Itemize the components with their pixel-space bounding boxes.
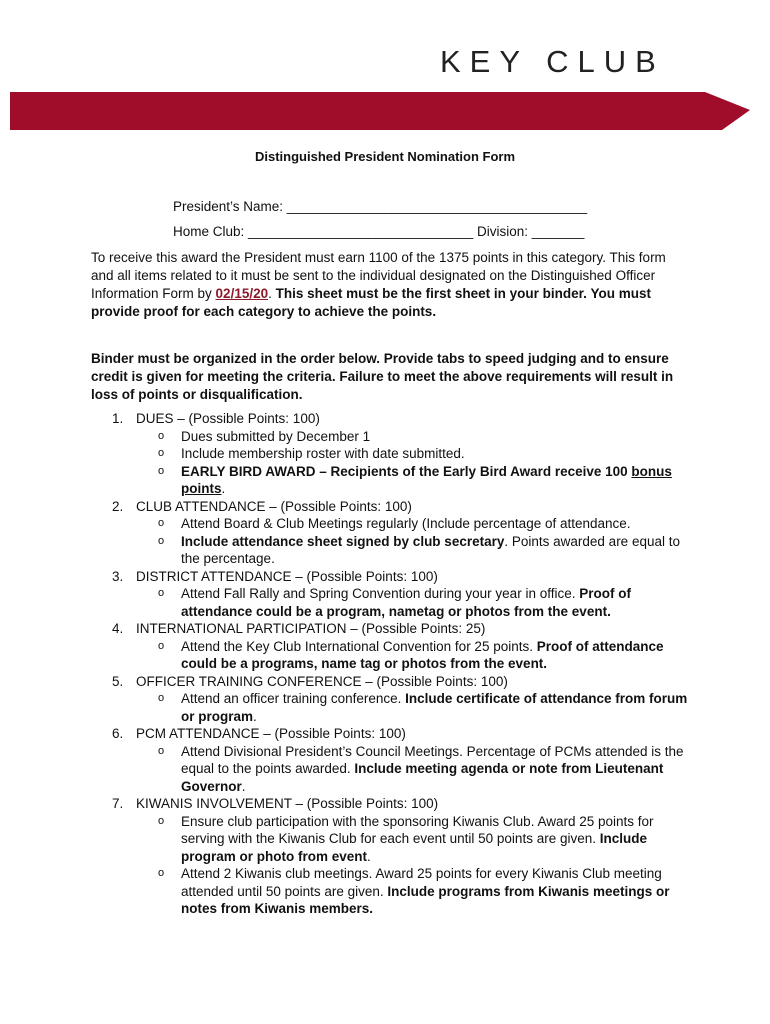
presidents-name-field[interactable]: President’s Name: ________________________________________ (173, 199, 588, 214)
criteria-list (136, 585, 691, 620)
criteria-text-end: . (367, 848, 371, 864)
criteria-text: Dues submitted by December 1 (181, 428, 371, 444)
criteria-text: Attend Board & Club Meetings regularly (Include percentage of attendance. (181, 516, 631, 531)
criteria-list (136, 813, 691, 918)
category-number: 7. (112, 796, 124, 811)
criteria-text: Attend an officer training conference. (181, 691, 406, 706)
category-item (91, 725, 691, 795)
criteria-text: Include membership roster with date submitted. (181, 446, 465, 461)
criteria-bold-text: Include meeting agenda or note from Lieutenant Governor (181, 761, 664, 794)
bullet-icon: o (158, 447, 165, 459)
criteria-text-end: . (241, 778, 246, 794)
category-heading: DUES – (Possible Points: 100) (136, 411, 320, 426)
criteria-text: Attend Divisional President’s Council Meetings. Percentage of PCMs attended is the equal to the points awarded. (181, 743, 684, 776)
criteria-item (136, 638, 691, 673)
criteria-item (136, 445, 691, 463)
criteria-text: Attend Fall Rally and Spring Convention during your year in office. (181, 586, 580, 601)
criteria-text-end: . (253, 708, 257, 724)
home-club-division-field[interactable]: Home Club: ______________________________ Division: _______ (173, 224, 585, 239)
criteria-bold-text: Include certificate of attendance from forum or program (181, 691, 688, 724)
category-heading: DISTRICT ATTENDANCE – (Possible Points: 100) (136, 568, 438, 584)
intro-bold-text: This sheet must be the first sheet in your binder. You must provide proof for each category to achieve the points. (91, 286, 651, 319)
criteria-text: Ensure club participation with the sponsoring Kiwanis Club. Award 25 points for serving with the Kiwanis Club for each event until 50 points are given. (181, 813, 654, 846)
bullet-icon: o (158, 464, 165, 477)
bullet-icon: o (158, 744, 165, 757)
category-item (91, 568, 691, 621)
criteria-bold-text: Include attendance sheet signed by club secretary (181, 533, 505, 549)
category-item (91, 620, 691, 673)
bullet-icon: o (158, 692, 165, 704)
category-list (91, 410, 691, 918)
bullet-icon: o (158, 587, 165, 599)
criteria-list (136, 743, 691, 796)
criteria-text: Attend the Key Club International Convention for 25 points. (181, 638, 537, 654)
key-club-logo: KEY CLUB (440, 44, 665, 79)
bullet-icon: o (158, 639, 165, 652)
criteria-text-after: . Points awarded are equal to the percentage. (181, 533, 680, 566)
criteria-item (136, 865, 691, 918)
criteria-item (136, 463, 691, 498)
category-number: 1. (112, 411, 124, 426)
criteria-bold-text: Include program or photo from event (181, 831, 647, 864)
bullet-icon: o (158, 867, 165, 879)
form-title: Distinguished President Nomination Form (254, 149, 516, 164)
bullet-icon: o (158, 814, 165, 827)
intro-paragraph (91, 249, 691, 321)
criteria-bold-text: Proof of attendance could be a programs, name tag or photos from the event. (181, 638, 664, 671)
category-heading: PCM ATTENDANCE – (Possible Points: 100) (136, 726, 406, 741)
criteria-item (136, 690, 691, 725)
category-heading: INTERNATIONAL PARTICIPATION – (Possible Points: 25) (136, 621, 486, 636)
criteria-item (136, 515, 691, 533)
criteria-item (136, 428, 691, 446)
category-number: 5. (112, 673, 124, 689)
category-number: 2. (112, 498, 124, 514)
criteria-list (136, 515, 691, 568)
intro-text: To receive this award the President must earn 1100 of the 1375 points in this category. This form and all items related to it must be sent to the individual designated on the Distinguished Officer Information Form by (91, 250, 666, 301)
criteria-bold-text: Proof of attendance could be a program, nametag or photos from the event. (181, 586, 631, 619)
criteria-list (136, 690, 691, 725)
category-number: 3. (112, 568, 124, 584)
header-banner-shape (10, 92, 750, 130)
category-heading: OFFICER TRAINING CONFERENCE – (Possible Points: 100) (136, 673, 508, 689)
criteria-bold-underline-text: bonus points (181, 463, 672, 496)
category-number: 4. (112, 621, 124, 636)
category-number: 6. (112, 726, 124, 741)
criteria-list (136, 638, 691, 673)
criteria-bold-text: EARLY BIRD AWARD – Recipients of the Early Bird Award receive 100 (181, 463, 632, 479)
binder-note: Binder must be organized in the order below. Provide tabs to speed judging and to ensure credit is given for meeting the criteria. Failure to meet the above requirements will result in loss of points or disqualification. (91, 351, 674, 402)
category-heading: CLUB ATTENDANCE – (Possible Points: 100) (136, 498, 412, 514)
deadline-date: 02/15/20 (215, 286, 269, 301)
intro-text-punct: . (268, 286, 276, 301)
category-item (91, 410, 691, 498)
criteria-item (136, 813, 691, 866)
header-banner (10, 92, 750, 130)
criteria-bold-text: Include programs from Kiwanis meetings or notes from Kiwanis members. (181, 883, 670, 916)
criteria-text: Attend 2 Kiwanis club meetings. Award 25 points for every Kiwanis Club meeting attended until 50 points are given. (181, 866, 662, 899)
criteria-list (136, 428, 691, 498)
criteria-item (136, 743, 691, 796)
category-heading: KIWANIS INVOLVEMENT – (Possible Points: 100) (136, 796, 439, 811)
bullet-icon: o (158, 517, 165, 529)
criteria-text-after: . (221, 481, 226, 496)
criteria-item (136, 533, 691, 568)
category-item (91, 498, 691, 568)
bullet-icon: o (158, 534, 165, 547)
criteria-item (136, 585, 691, 620)
category-item (91, 795, 691, 918)
category-item (91, 673, 691, 726)
bullet-icon: o (158, 429, 165, 442)
